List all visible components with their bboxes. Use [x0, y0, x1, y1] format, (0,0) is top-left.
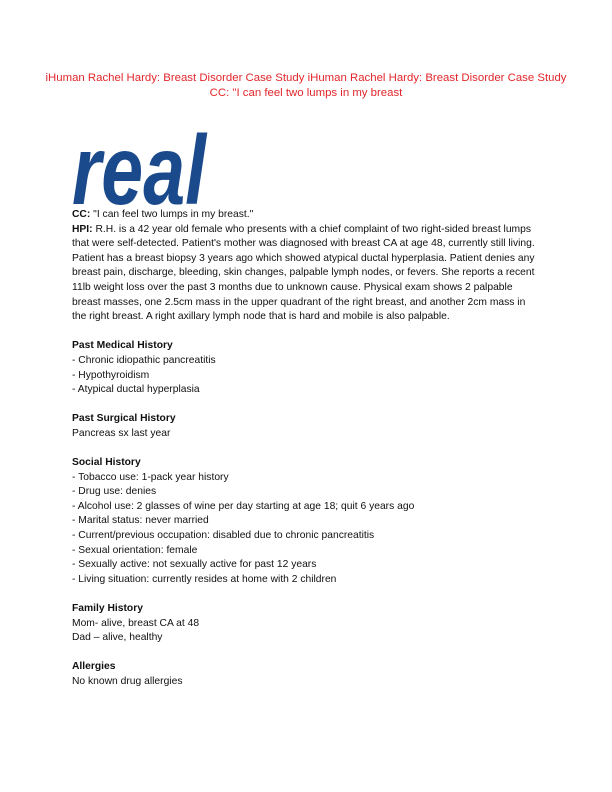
real-logo-image [72, 110, 212, 210]
list-item: - Alcohol use: 2 glasses of wine per day starting at age 18; quit 6 years ago [72, 500, 415, 512]
allergies-section [72, 660, 542, 689]
hpi-paragraph [72, 223, 542, 325]
list-item: - Marital status: never married [72, 515, 209, 527]
section-heading: Past Surgical History [72, 413, 176, 425]
section-text: No known drug allergies [72, 676, 183, 687]
social-history-section [72, 456, 542, 587]
logo-wordmark: real [72, 115, 208, 210]
section-heading: Social History [72, 457, 141, 469]
list-item: Mom- alive, breast CA at 48 [72, 617, 200, 629]
list-item: - Atypical ductal hyperplasia [72, 384, 200, 396]
family-history-list [72, 617, 542, 646]
chief-complaint [72, 208, 542, 223]
section-heading: Family History [72, 603, 143, 615]
real-logo [72, 110, 212, 210]
past-medical-history-section [72, 339, 542, 397]
hpi-label: HPI: [72, 223, 93, 235]
list-item: - Current/previous occupation: disabled due to chronic pancreatitis [72, 530, 375, 542]
list-item: - Hypothyroidism [72, 369, 150, 381]
case-content [72, 208, 542, 690]
section-text: Pancreas sx last year [72, 427, 171, 439]
family-history-section [72, 602, 542, 646]
document-title: iHuman Rachel Hardy: Breast Disorder Case Study iHuman Rachel Hardy: Breast Disorder Case Study CC: "I can feel two lumps in my breast [45, 72, 567, 99]
list-item: - Drug use: denies [72, 486, 157, 498]
pmh-list [72, 354, 542, 398]
social-history-list [72, 471, 542, 588]
list-item: - Sexual orientation: female [72, 544, 198, 556]
list-item: - Chronic idiopathic pancreatitis [72, 354, 216, 366]
list-item: - Sexually active: not sexually active for past 12 years [72, 559, 317, 571]
list-item: - Living situation: currently resides at home with 2 children [72, 573, 337, 585]
page-header [40, 71, 572, 101]
list-item: - Tobacco use: 1-pack year history [72, 471, 229, 483]
cc-label: CC: [72, 209, 91, 220]
hpi-text: R.H. is a 42 year old female who presents with a chief complaint of two right-sided breast lumps that were self-detected. Patient's mother was diagnosed with breast CA at age 48, currently still living. Patient has a breast biopsy 3 years ago which showed atypical ductal hyperplasia. Patient denies any breast pain, discharge, bleeding, skin changes, palpable lymph nodes, or fevers. She reports a recent 11lb weight loss over the past 3 months due to unknown cause. Physical exam shows 2 palpable breast masses, one 2.5cm mass in the upper quadrant of the right breast, and another 2cm mass in the right breast. A right axillary lymph node that is hard and mobile is also palpable. [72, 223, 535, 323]
past-surgical-history-section [72, 412, 542, 441]
section-heading: Allergies [72, 661, 116, 673]
cc-text: "I can feel two lumps in my breast." [90, 209, 254, 220]
section-heading: Past Medical History [72, 340, 173, 352]
list-item: Dad – alive, healthy [72, 632, 163, 644]
